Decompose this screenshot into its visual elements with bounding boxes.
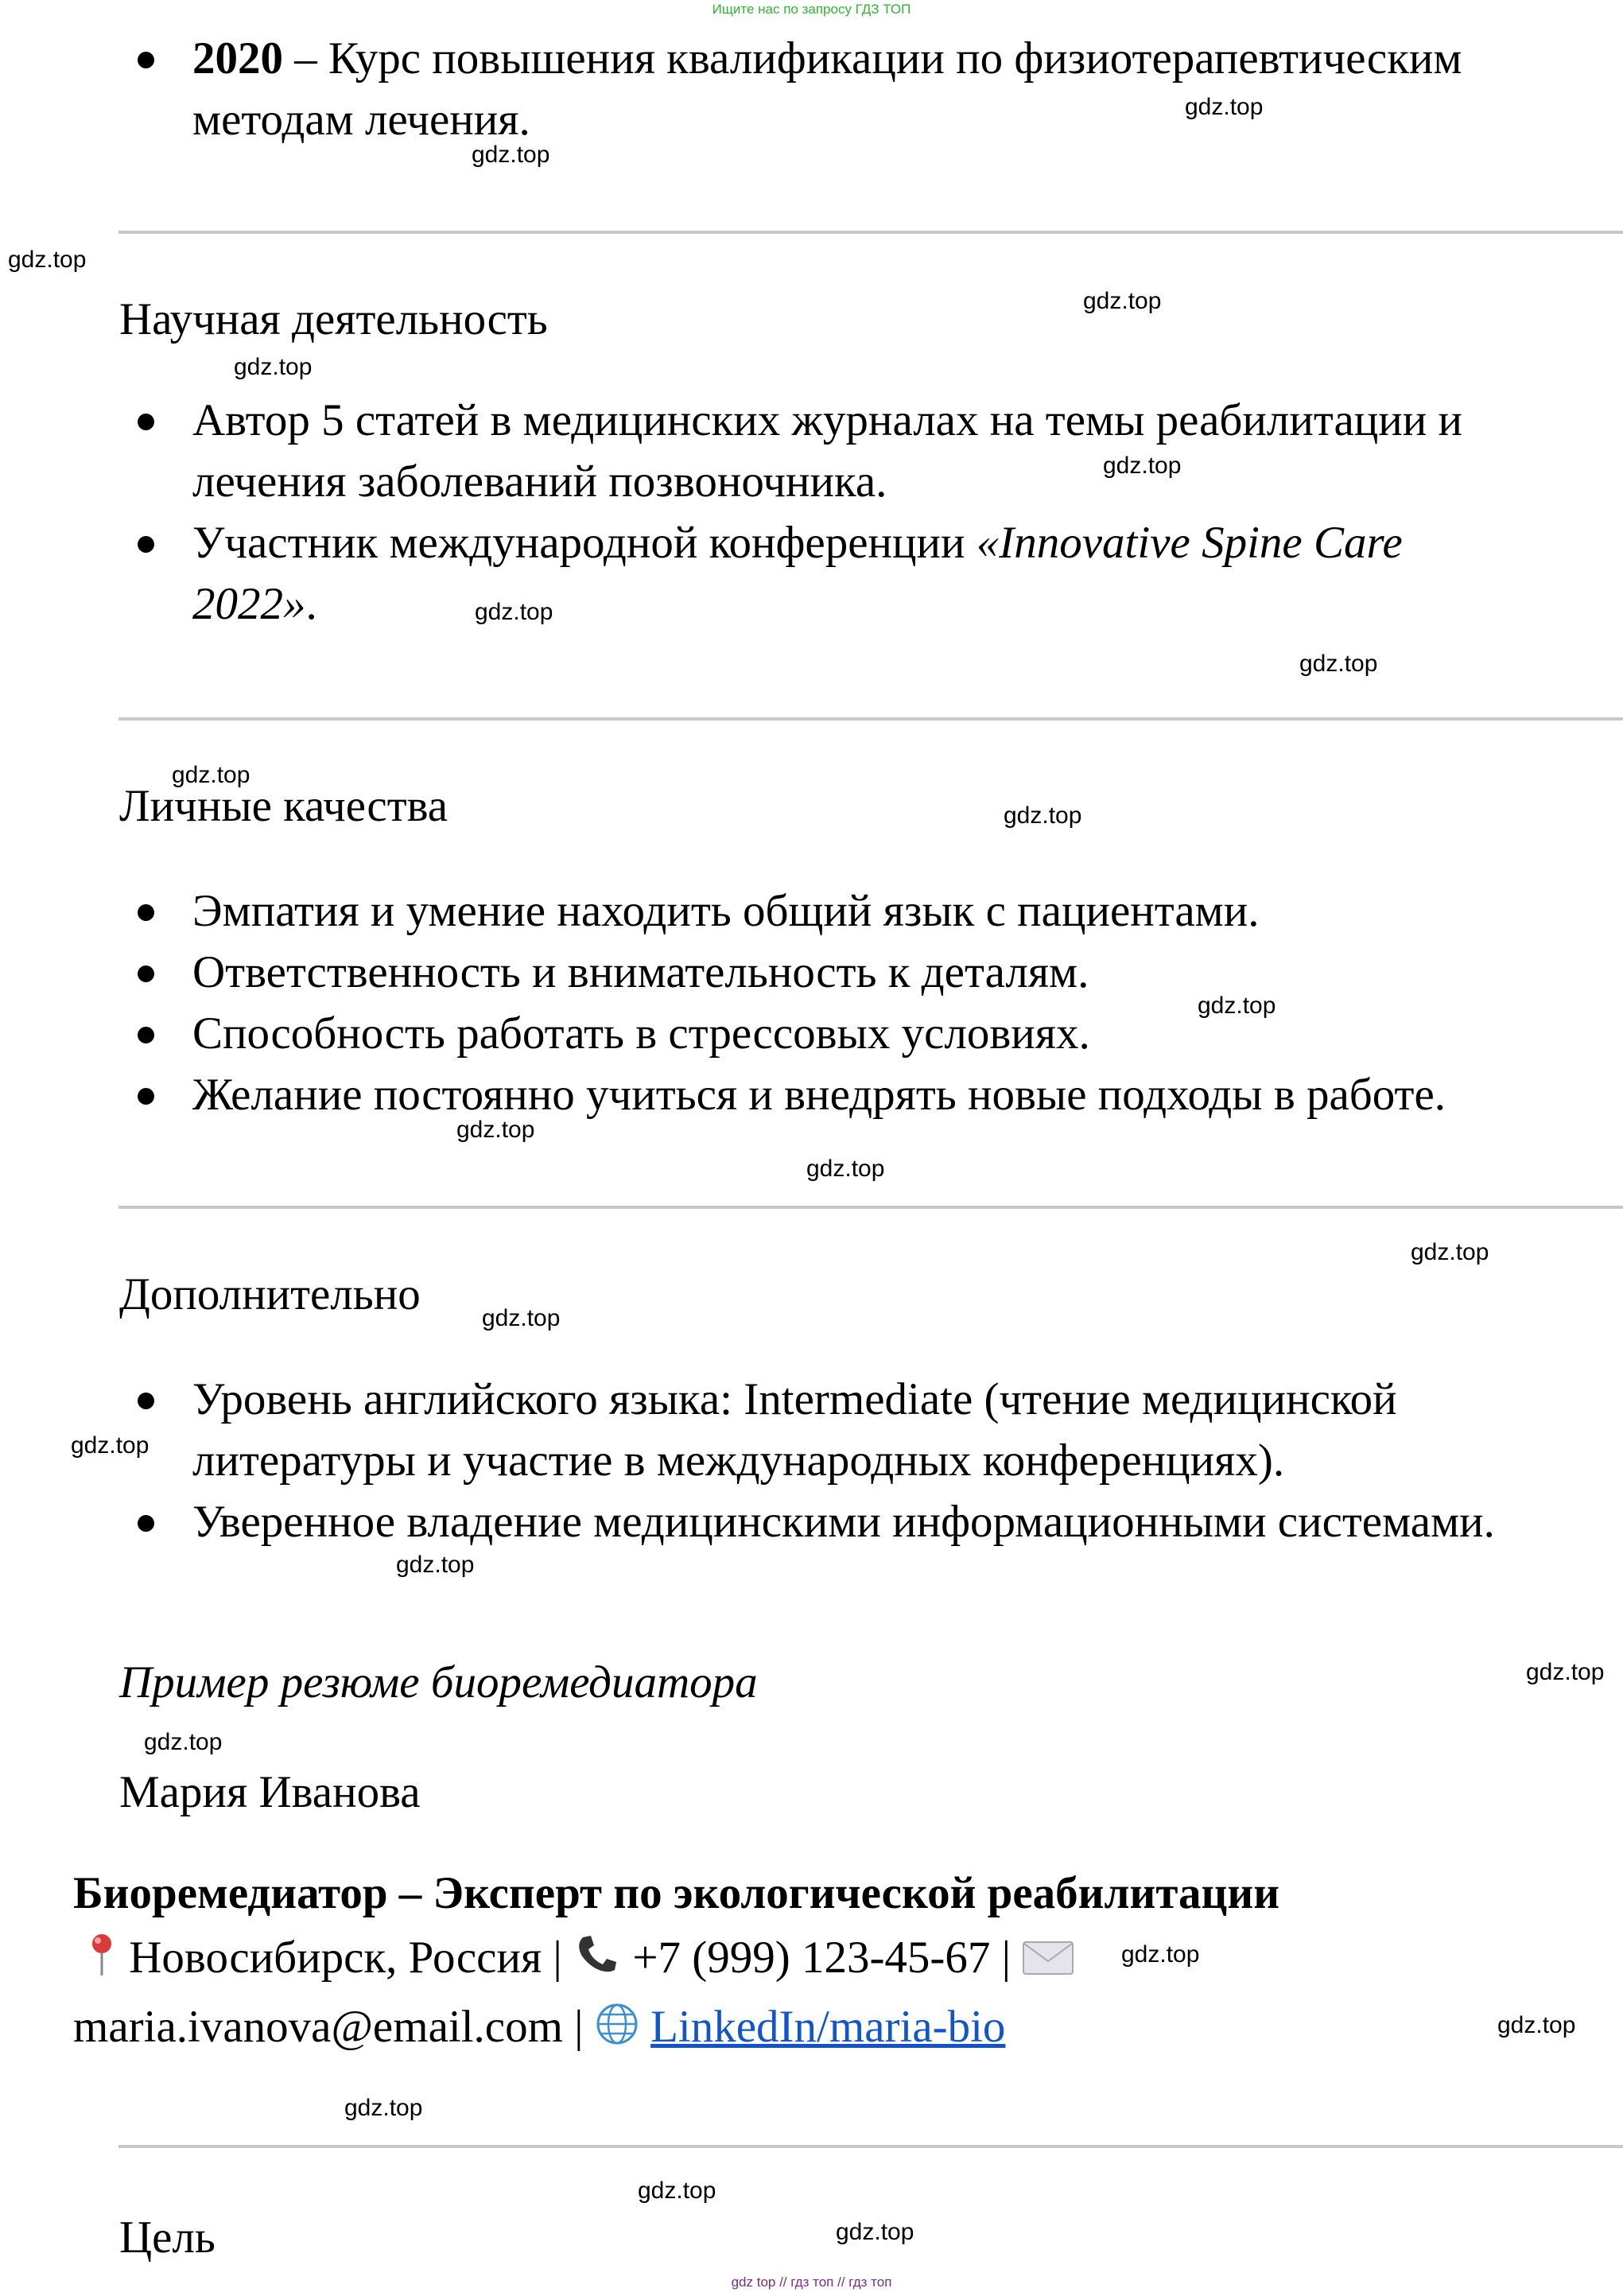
- education-list: [131, 28, 1462, 150]
- list-item: 2020 – Курс повышения квалификации по физиотерапевтическим методам лечения.: [131, 28, 1462, 150]
- watermark-text: gdz.top: [144, 1729, 223, 1755]
- phone-text: +7 (999) 123-45-67 |: [632, 1933, 1011, 1983]
- contact-line-2: [73, 2002, 1005, 2054]
- linkedin-link[interactable]: LinkedIn/maria-bio: [650, 2002, 1006, 2052]
- watermark-text: gdz.top: [482, 1305, 561, 1331]
- qualities-heading: Личные качества: [119, 781, 448, 831]
- location-text: Новосибирск, Россия |: [129, 1933, 562, 1983]
- resume-headline: Биоремедиатор – Эксперт по экологической реабилитации: [73, 1868, 1280, 1918]
- extra-list: [131, 1369, 1495, 1552]
- contact-line-1: [86, 1933, 1074, 1985]
- phone-icon: [573, 1933, 621, 1985]
- science-heading: Научная деятельность: [119, 294, 548, 344]
- pin-icon: [86, 1933, 118, 1985]
- watermark-text: gdz.top: [836, 2219, 914, 2245]
- watermark-text: gdz.top: [1411, 1239, 1489, 1265]
- email-text: maria.ivanova@email.com |: [73, 2002, 584, 2052]
- watermark-text: gdz.top: [1083, 288, 1162, 314]
- watermark-text: gdz.top: [172, 762, 250, 788]
- watermark-text: gdz.top: [475, 599, 553, 625]
- watermark-text: gdz.top: [234, 354, 313, 380]
- resume-name: Мария Иванова: [119, 1767, 421, 1817]
- section-divider: [118, 1206, 1623, 1209]
- list-item: Желание постоянно учиться и внедрять новые подходы в работе.: [131, 1064, 1446, 1125]
- watermark-text: gdz.top: [1299, 651, 1378, 677]
- footer-note: gdz top // гдз топ // гдз топ: [731, 2275, 892, 2290]
- watermark-text: gdz.top: [472, 142, 550, 168]
- list-item: Уверенное владение медицинскими информационными системами.: [131, 1491, 1495, 1552]
- watermark-text: gdz.top: [1526, 1659, 1605, 1685]
- list-item: Уровень английского языка: Intermediate (чтение медицинской литературы и участие в международных конференциях).: [131, 1369, 1495, 1491]
- watermark-text: gdz.top: [396, 1552, 475, 1578]
- watermark-text: gdz.top: [1103, 453, 1182, 479]
- goal-heading: Цель: [119, 2212, 215, 2263]
- list-item: Автор 5 статей в медицинских журналах на темы реабилитации и лечения заболеваний позвоночника.: [131, 390, 1462, 512]
- watermark-text: gdz.top: [638, 2178, 716, 2204]
- education-year: 2020: [192, 33, 283, 84]
- watermark-text: gdz.top: [806, 1156, 885, 1182]
- extra-heading: Дополнительно: [119, 1269, 421, 1319]
- watermark-text: gdz.top: [1497, 2012, 1576, 2038]
- watermark-text: gdz.top: [344, 2095, 423, 2121]
- list-item: Участник международной конференции «Innovative Spine Care 2022».: [131, 512, 1462, 635]
- globe-icon: [595, 2002, 639, 2054]
- list-item: Ответственность и внимательность к деталям.: [131, 942, 1446, 1003]
- watermark-text: gdz.top: [1121, 1941, 1200, 1968]
- section-divider: [118, 717, 1623, 721]
- watermark-text: gdz.top: [1185, 94, 1264, 120]
- watermark-text: gdz.top: [71, 1432, 149, 1459]
- watermark-text: gdz.top: [1198, 993, 1276, 1019]
- header-note: Ищите нас по запросу ГДЗ ТОП: [712, 2, 911, 17]
- watermark-text: gdz.top: [456, 1117, 535, 1143]
- list-item: Способность работать в стрессовых условиях.: [131, 1003, 1446, 1064]
- section-divider: [118, 2145, 1623, 2148]
- envelope-icon: [1022, 1939, 1074, 1985]
- list-item: Эмпатия и умение находить общий язык с пациентами.: [131, 880, 1446, 942]
- example-title: Пример резюме биоремедиатора: [119, 1657, 758, 1707]
- watermark-text: gdz.top: [1004, 802, 1082, 829]
- science-list: [131, 390, 1462, 635]
- section-divider: [118, 231, 1623, 234]
- watermark-text: gdz.top: [8, 247, 87, 273]
